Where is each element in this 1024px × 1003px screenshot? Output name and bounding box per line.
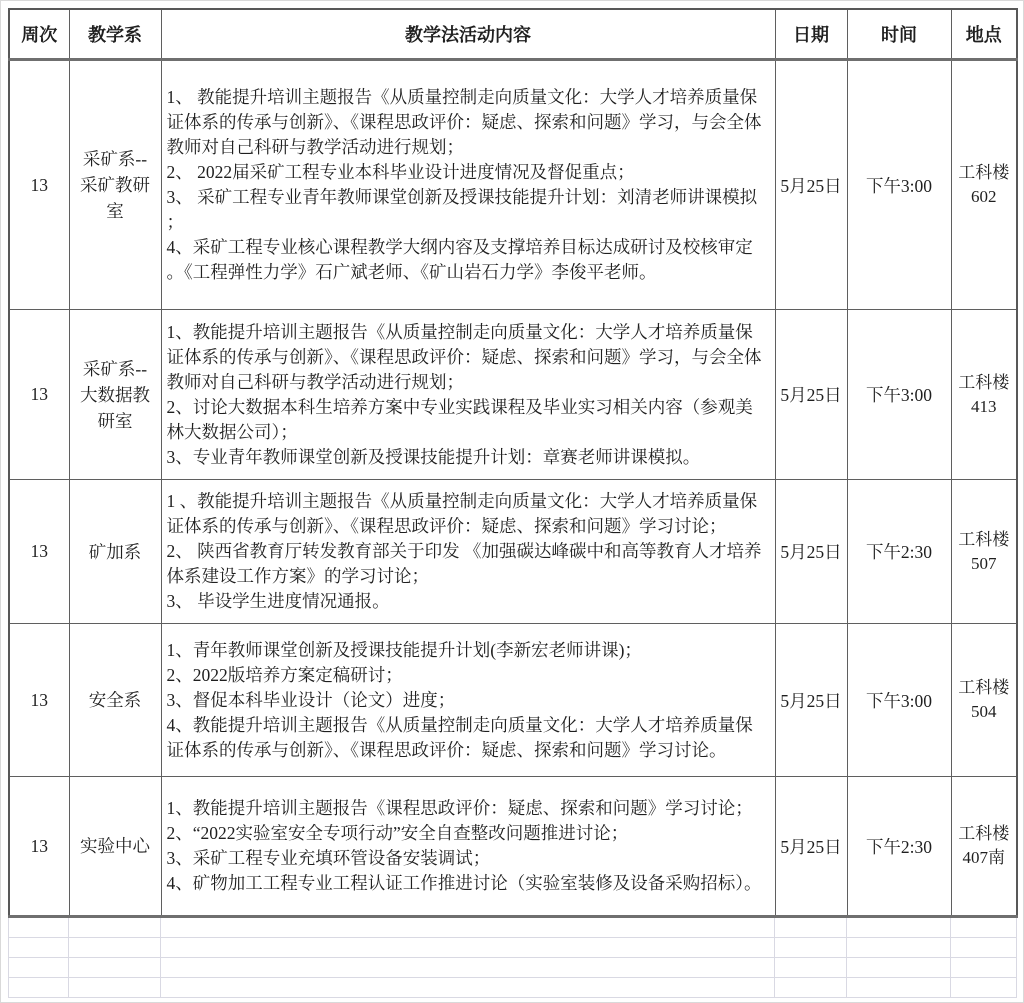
department-cell: 安全系 bbox=[69, 624, 161, 777]
week-cell: 13 bbox=[9, 624, 69, 777]
activity-content-cell bbox=[161, 310, 775, 480]
empty-cell bbox=[69, 918, 161, 938]
activity-item: 4、采矿工程专业核心课程教学大纲内容及支撑培养目标达成研讨及校核审定。《工程弹性力学》石广斌老师、《矿山岩石力学》李俊平老师。 bbox=[166, 237, 753, 282]
empty-cell bbox=[69, 978, 161, 998]
time-cell: 下午3:00 bbox=[847, 624, 951, 777]
activity-item: 1、青年教师课堂创新及授课技能提升计划(李新宏老师讲课)； bbox=[166, 639, 642, 660]
empty-cell bbox=[9, 978, 69, 998]
header-time: 时间 bbox=[847, 9, 951, 60]
header-week: 周次 bbox=[9, 9, 69, 60]
empty-grid bbox=[8, 918, 1017, 998]
table-row bbox=[9, 480, 1017, 624]
location-cell: 工科楼407南 bbox=[951, 777, 1017, 917]
empty-cell bbox=[775, 958, 847, 978]
empty-grid-body bbox=[9, 918, 1017, 998]
activity-item: 2、 2022届采矿工程专业本科毕业设计进度情况及督促重点； bbox=[166, 162, 635, 182]
empty-cell bbox=[775, 938, 847, 958]
empty-cell bbox=[161, 958, 775, 978]
week-cell: 13 bbox=[9, 310, 69, 480]
empty-cell bbox=[847, 918, 951, 938]
activity-content-cell bbox=[161, 777, 775, 917]
empty-cell bbox=[951, 938, 1017, 958]
location-cell: 工科楼504 bbox=[951, 624, 1017, 777]
empty-cell bbox=[9, 938, 69, 958]
department-cell: 采矿系--大数据教研室 bbox=[69, 310, 161, 480]
time-cell: 下午2:30 bbox=[847, 777, 951, 917]
activity-item: 3、 毕设学生进度情况通报。 bbox=[166, 591, 390, 611]
empty-row bbox=[9, 958, 1017, 978]
time-cell: 下午3:00 bbox=[847, 310, 951, 480]
empty-cell bbox=[69, 958, 161, 978]
header-row bbox=[9, 9, 1017, 60]
activity-item: 1、 教能提升培训主题报告《从质量控制走向质量文化：大学人才培养质量保证体系的传承与创新》、《课程思政评价：疑虑、探索和问题》学习，与会全体教师对自己科研与教学活动进行规划； bbox=[166, 87, 762, 157]
date-cell: 5月25日 bbox=[775, 777, 847, 917]
empty-row bbox=[9, 938, 1017, 958]
location-cell: 工科楼413 bbox=[951, 310, 1017, 480]
empty-cell bbox=[951, 978, 1017, 998]
department-cell: 采矿系--采矿教研室 bbox=[69, 60, 161, 310]
location-cell: 工科楼602 bbox=[951, 60, 1017, 310]
activity-content-cell bbox=[161, 480, 775, 624]
activity-item: 3、采矿工程专业充填环管设备安装调试； bbox=[166, 848, 491, 868]
activity-item: 1、教能提升培训主题报告《从质量控制走向质量文化：大学人才培养质量保证体系的传承与创新》、《课程思政评价：疑虑、探索和问题》学习，与会全体教师对自己科研与教学活动进行规划； bbox=[166, 321, 762, 392]
table-row bbox=[9, 310, 1017, 480]
empty-cell bbox=[69, 938, 161, 958]
activity-item: 4、教能提升培训主题报告《从质量控制走向质量文化：大学人才培养质量保证体系的传承与创新》、《课程思政评价：疑虑、探索和问题》学习讨论。 bbox=[166, 714, 753, 760]
activity-item: 2、 陕西省教育厅转发教育部关于印发 《加强碳达峰碳中和高等教育人才培养体系建设工作方案》的学习讨论； bbox=[166, 541, 762, 586]
sheet-area bbox=[8, 8, 1018, 998]
empty-cell bbox=[951, 918, 1017, 938]
time-cell: 下午3:00 bbox=[847, 60, 951, 310]
activity-item: 2、2022版培养方案定稿研讨； bbox=[166, 664, 403, 685]
empty-row bbox=[9, 918, 1017, 938]
activity-item: 1、教能提升培训主题报告《课程思政评价：疑虑、探索和问题》学习讨论； bbox=[166, 798, 753, 818]
header-activity-content: 教学法活动内容 bbox=[161, 9, 775, 60]
activity-item: 3、专业青年教师课堂创新及授课技能提升计划：章赛老师讲课模拟。 bbox=[166, 446, 701, 467]
schedule-body bbox=[9, 60, 1017, 917]
table-row bbox=[9, 624, 1017, 777]
time-cell: 下午2:30 bbox=[847, 480, 951, 624]
empty-cell bbox=[847, 958, 951, 978]
empty-cell bbox=[161, 918, 775, 938]
week-cell: 13 bbox=[9, 480, 69, 624]
date-cell: 5月25日 bbox=[775, 60, 847, 310]
empty-cell bbox=[9, 918, 69, 938]
activity-item: 2、“2022实验室安全专项行动”安全自查整改问题推进讨论； bbox=[166, 823, 629, 843]
location-cell: 工科楼507 bbox=[951, 480, 1017, 624]
header-date: 日期 bbox=[775, 9, 847, 60]
date-cell: 5月25日 bbox=[775, 624, 847, 777]
activity-content-cell bbox=[161, 624, 775, 777]
activity-item: 4、矿物加工工程专业工程认证工作推进讨论（实验室装修及设备采购招标）。 bbox=[166, 873, 762, 893]
empty-cell bbox=[775, 978, 847, 998]
empty-cell bbox=[775, 918, 847, 938]
date-cell: 5月25日 bbox=[775, 480, 847, 624]
week-cell: 13 bbox=[9, 777, 69, 917]
table-row bbox=[9, 60, 1017, 310]
activity-content-cell bbox=[161, 60, 775, 310]
week-cell: 13 bbox=[9, 60, 69, 310]
department-cell: 矿加系 bbox=[69, 480, 161, 624]
header-location: 地点 bbox=[951, 9, 1017, 60]
empty-cell bbox=[161, 938, 775, 958]
activity-item: 1 、教能提升培训主题报告《从质量控制走向质量文化：大学人才培养质量保证体系的传承与创新》、《课程思政评价：疑虑、探索和问题》学习讨论； bbox=[166, 491, 758, 536]
empty-cell bbox=[161, 978, 775, 998]
header-department: 教学系 bbox=[69, 9, 161, 60]
table-row bbox=[9, 777, 1017, 917]
empty-cell bbox=[847, 978, 951, 998]
activity-item: 3、督促本科毕业设计（论文）进度； bbox=[166, 689, 456, 710]
empty-cell bbox=[847, 938, 951, 958]
date-cell: 5月25日 bbox=[775, 310, 847, 480]
activity-item: 3、 采矿工程专业青年教师课堂创新及授课技能提升计划：刘清老师讲课模拟； bbox=[166, 187, 758, 232]
activity-item: 2、讨论大数据本科生培养方案中专业实践课程及毕业实习相关内容（参观美林大数据公司）； bbox=[166, 396, 753, 442]
empty-cell bbox=[9, 958, 69, 978]
schedule-table bbox=[8, 8, 1018, 918]
empty-row bbox=[9, 978, 1017, 998]
department-cell: 实验中心 bbox=[69, 777, 161, 917]
empty-cell bbox=[951, 958, 1017, 978]
